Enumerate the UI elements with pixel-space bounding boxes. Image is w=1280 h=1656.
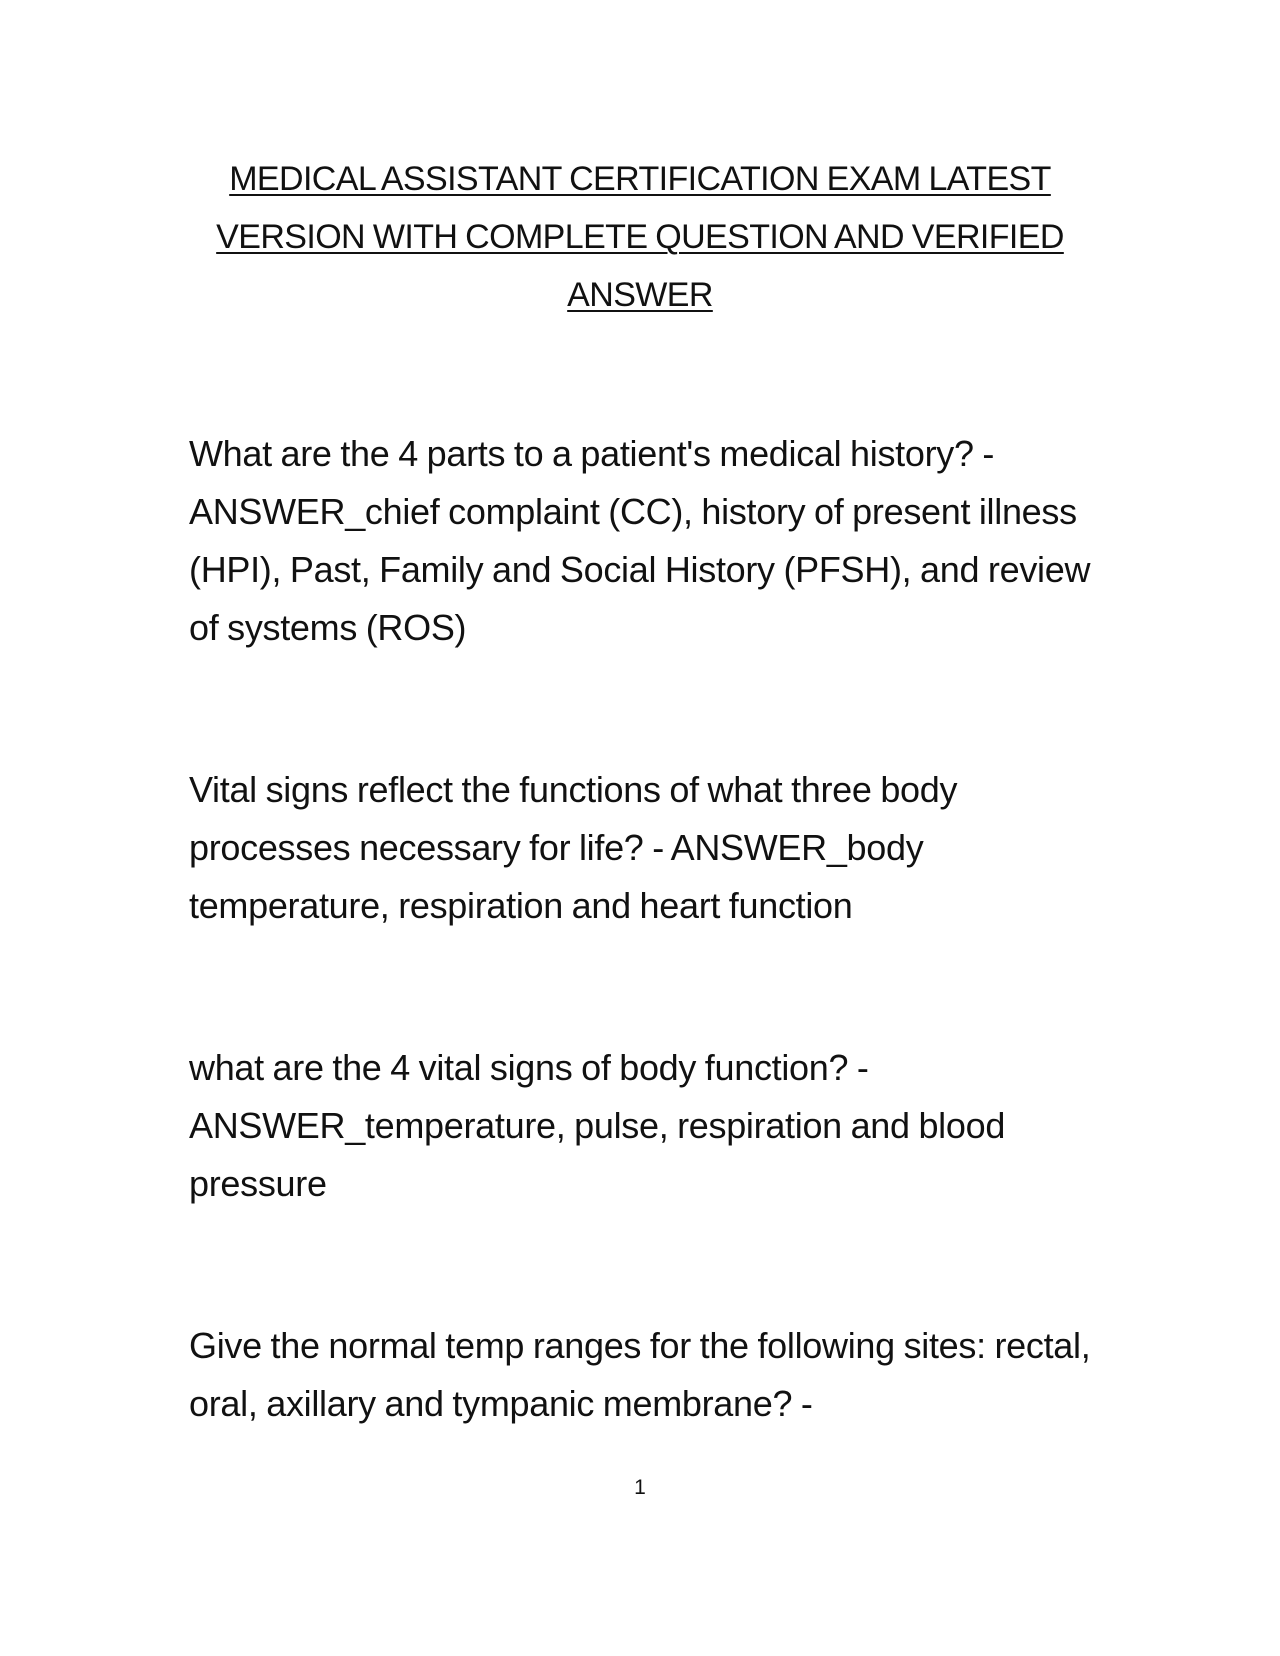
page-number: 1 — [634, 1476, 646, 1499]
document-title: MEDICAL ASSISTANT CERTIFICATION EXAM LATEST VERSION WITH COMPLETE QUESTION AND VERIFIED ANSWER — [216, 160, 1064, 314]
question-answer-1: What are the 4 parts to a patient's medical history? - ANSWER_chief complaint (CC), history of present illness (HPI), Past, Family and Social History (PFSH), and review of systems (ROS) — [189, 433, 1091, 648]
question-answer-2: Vital signs reflect the functions of what three body processes necessary for life? - ANSWER_body temperature, respiration and heart function — [189, 769, 958, 926]
question-answer-4: Give the normal temp ranges for the following sites: rectal, oral, axillary and tympanic membrane? - — [189, 1325, 1091, 1424]
question-answer-3: what are the 4 vital signs of body function? - ANSWER_temperature, pulse, respiration and blood pressure — [189, 1047, 1006, 1204]
